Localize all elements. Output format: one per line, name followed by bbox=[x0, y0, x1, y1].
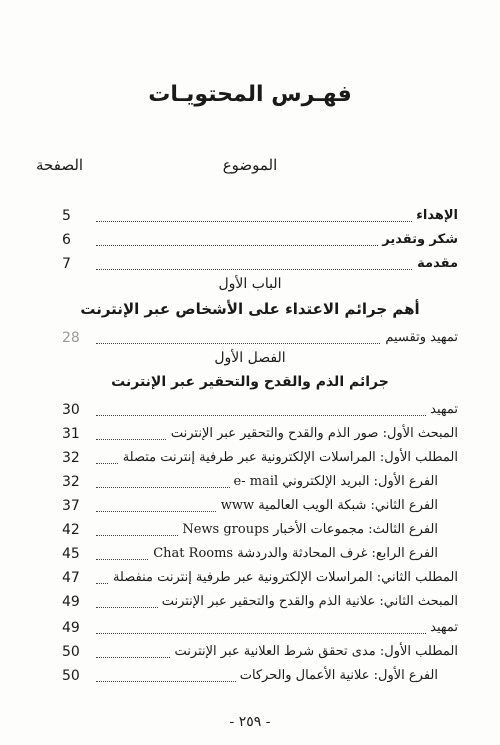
toc-entry bbox=[62, 254, 458, 276]
toc-entry-label: الفرع الثاني: شبكة الويب العالمية www bbox=[217, 498, 438, 513]
toc-entry-page: 47 bbox=[62, 570, 80, 586]
toc-entry-label: الإهداء bbox=[412, 208, 458, 223]
dot-leader bbox=[96, 633, 458, 634]
toc-entry bbox=[62, 230, 458, 252]
toc-entry-page: 49 bbox=[62, 620, 80, 636]
toc-entry-label: المطلب الأول: المراسلات الإلكترونية عبر طرفية إنترنت متصلة bbox=[119, 450, 458, 465]
toc-entry-label: شكر وتقدير bbox=[378, 232, 458, 247]
toc-entry-page: 31 bbox=[62, 426, 80, 442]
toc-entry-label: تمهيد bbox=[426, 620, 458, 635]
toc-entry-label: تمهيد bbox=[426, 402, 458, 417]
dot-leader bbox=[96, 415, 458, 416]
toc-entry-label: الفرع الأول: البريد الإلكتروني e- mail bbox=[230, 474, 438, 489]
chapter-heading: الفصل الأول bbox=[214, 350, 286, 366]
toc-entry-page: 30 bbox=[62, 402, 80, 418]
toc-entry-page: 50 bbox=[62, 668, 80, 684]
toc-entry bbox=[62, 568, 458, 590]
page-number: - ٢٥٩ - bbox=[229, 714, 271, 730]
page-column-header: الصفحة bbox=[36, 156, 84, 174]
toc-entry-page: 50 bbox=[62, 644, 80, 660]
toc-entry-label: الفرع الرابع: غرف المحادثة والدردشة Chat Rooms bbox=[149, 546, 438, 561]
toc-entry bbox=[62, 328, 458, 350]
toc-entry bbox=[62, 400, 458, 422]
toc-entry bbox=[62, 592, 458, 614]
chapter-title: جرائم الذم والقدح والتحقير عبر الإنترنت bbox=[111, 374, 389, 390]
page-title: فهـرس المحتويـات bbox=[148, 82, 352, 107]
toc-entry-label: المطلب الثاني: المراسلات الإلكترونية عبر طرفية إنترنت منفصلة bbox=[109, 570, 458, 585]
part-heading: الباب الأول bbox=[218, 276, 282, 292]
toc-entry-page: 32 bbox=[62, 474, 80, 490]
toc-entry-page: 32 bbox=[62, 450, 80, 466]
toc-entry bbox=[62, 424, 458, 446]
toc-entry-label: المبحث الأول: صور الذم والقدح والتحقير عبر الإنترنت bbox=[167, 426, 458, 441]
toc-entry-page: 45 bbox=[62, 546, 80, 562]
toc-entry-label: تمهيد وتقسيم bbox=[381, 330, 458, 345]
toc-entry-label: الفرع الثالث: مجموعات الأخبار News groups bbox=[178, 522, 438, 537]
toc-entry-page: 37 bbox=[62, 498, 80, 514]
toc-entry bbox=[62, 520, 438, 542]
toc-entry-page: 42 bbox=[62, 522, 80, 538]
toc-entry bbox=[62, 496, 438, 518]
toc-entry bbox=[62, 448, 458, 470]
toc-entry bbox=[62, 206, 458, 228]
toc-entry bbox=[62, 642, 458, 664]
toc-entry bbox=[62, 666, 438, 688]
toc-entry-page: 49 bbox=[62, 594, 80, 610]
subject-column-header: الموضوع bbox=[222, 156, 278, 174]
dot-leader bbox=[96, 269, 458, 270]
toc-entry-label: المبحث الثاني: علانية الذم والقدح والتحقير عبر الإنترنت bbox=[158, 594, 458, 609]
part-title: أهم جرائم الاعتداء على الأشخاص عبر الإنترنت bbox=[80, 300, 420, 318]
toc-entry-page: 5 bbox=[62, 208, 71, 224]
toc-entry-page: 6 bbox=[62, 232, 71, 248]
toc-entry-page: 7 bbox=[62, 256, 71, 272]
toc-entry bbox=[62, 544, 438, 566]
toc-entry-label: مقدمة bbox=[413, 256, 458, 271]
toc-entry-page: 28 bbox=[62, 330, 80, 346]
dot-leader bbox=[96, 221, 458, 222]
toc-entry-label: المطلب الأول: مدى تحقق شرط العلانية عبر الإنترنت bbox=[171, 644, 458, 659]
toc-entry bbox=[62, 472, 438, 494]
toc-entry-label: الفرع الأول: علانية الأعمال والحركات bbox=[236, 668, 438, 683]
toc-entry bbox=[62, 618, 458, 640]
